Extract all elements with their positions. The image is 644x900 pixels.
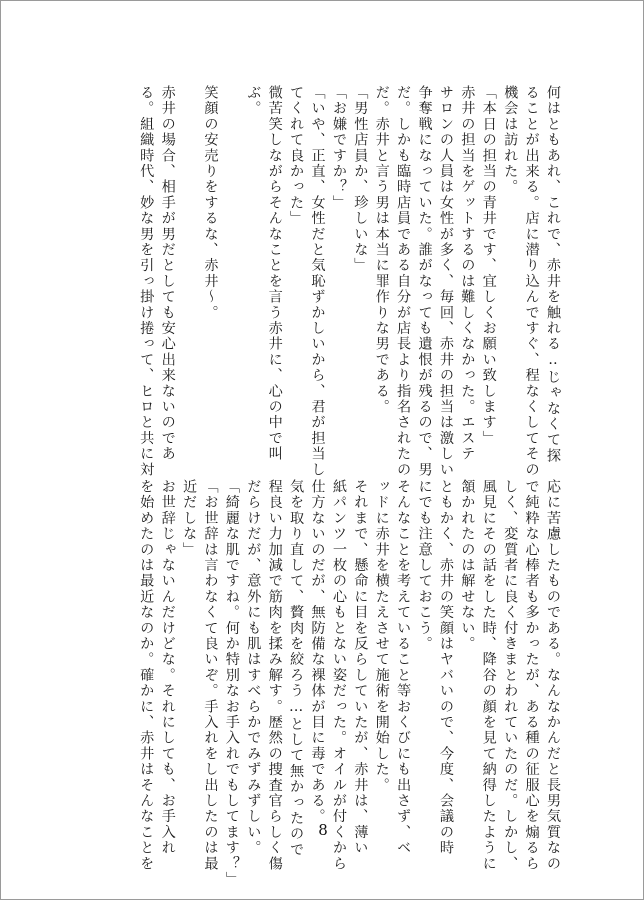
text-line: 赤井の担当をゲットするのは難しくなかった。エステ <box>459 85 476 462</box>
text-line: 「綺麗な肌ですね。何か特別なお手入れでもしてます？」 <box>223 479 240 888</box>
text-line: それまで、懸命に目を反らしていたが、赤井は、薄い <box>352 479 369 856</box>
text-line: で純粋な心棒者も多かったが、ある種の征服心を煽るら <box>523 479 540 872</box>
text-line: 仕方ないのだが、無防備な裸体が目に毒である。 <box>309 479 326 825</box>
text-line: しく、変質者に良く付きまとわれていたのだ。しかし、 <box>502 479 519 872</box>
text-line: 程良い力加減で筋肉を揉み解す。歴然の捜査官らしく傷 <box>266 479 283 872</box>
text-line <box>221 85 242 435</box>
text-line: 応に苦慮したものである。なんなかんだと長男気質なの <box>545 479 561 872</box>
text-line: だ。しかも臨時店員である自分が店長より指名されたの <box>395 85 412 478</box>
text-line: を始めたのは最近なのか。確かに、赤井はそんなことを <box>138 479 155 872</box>
page-number: 8 <box>318 821 328 839</box>
text-line: サロンの人員は女性が多く、毎回、赤井の担当は激しい <box>437 85 454 478</box>
text-line: 気を取り直して、贅肉を絞ろう…として無かったので <box>288 479 305 858</box>
text-line: 「男性店員か、珍しいな」 <box>352 85 369 274</box>
text-line: 機会は訪れた。 <box>502 85 519 195</box>
text-line: にでも注意しておこう。 <box>416 479 433 652</box>
text-line: てくれて良かった」 <box>288 85 305 227</box>
text-line: る。組織時代、妙な男を引っ掛け捲って、ヒロと共に対 <box>138 85 155 478</box>
lower-text-block <box>135 479 563 888</box>
text-line: 「お世辞は言わなくて良いぞ。手入れをし出したのは最 <box>202 479 219 872</box>
text-line: 近だしな」 <box>181 479 198 558</box>
text-line: だ。赤井と言う男は本当に罪作りな男である。 <box>373 85 390 415</box>
text-line: ることが出来る。店に潜り込んですぐ、程なくしてその <box>523 85 540 478</box>
text-line: 笑顔の安売りをするな、赤井～。 <box>202 85 219 321</box>
text-line: そんなことを考えていること等おくびにも出さず、ベ <box>395 479 412 856</box>
text-line: 風見にその話をした時、降谷の顔を見て納得したように <box>480 479 497 872</box>
text-line: ッドに赤井を横たえさせて施術を開始した。 <box>373 479 390 793</box>
text-line: 頷かれたのは解せない。 <box>459 479 476 652</box>
text-line: 「いや、正直、女性だと気恥ずかしいから、君が担当し <box>309 85 326 478</box>
text-line: 微苦笑しながらそんなことを言う赤井に、心の中で叫 <box>266 85 283 462</box>
text-line: 争奪戦になっていた。誰がなっても遺恨が残るので、男 <box>416 85 433 478</box>
text-line: 「本日の担当の青井です、宜しくお願い致します」 <box>480 85 497 447</box>
text-line: お世辞じゃないんだけどな。それにしても、お手入れ <box>159 479 176 856</box>
text-line: ぶ。 <box>245 85 262 117</box>
text-line: 「お嫌ですか？」 <box>330 85 347 211</box>
upper-text-block <box>135 85 563 478</box>
text-line: 赤井の場合、相手が男だとしても安心出来ないのであ <box>159 85 176 462</box>
text-line: だらけだが、意外にも肌はすべらかでみずみずしい。 <box>245 479 262 856</box>
text-line: 紙パンツ一枚の心もとない姿だった。オイルが付くから <box>330 479 347 872</box>
text-line: 何はともあれ、これで、赤井を触れる‥じゃなくて探 <box>545 85 561 464</box>
text-line <box>178 85 199 435</box>
text-line: ともかく、赤井の笑顔はヤバいので、今度、会議の時 <box>437 479 454 856</box>
